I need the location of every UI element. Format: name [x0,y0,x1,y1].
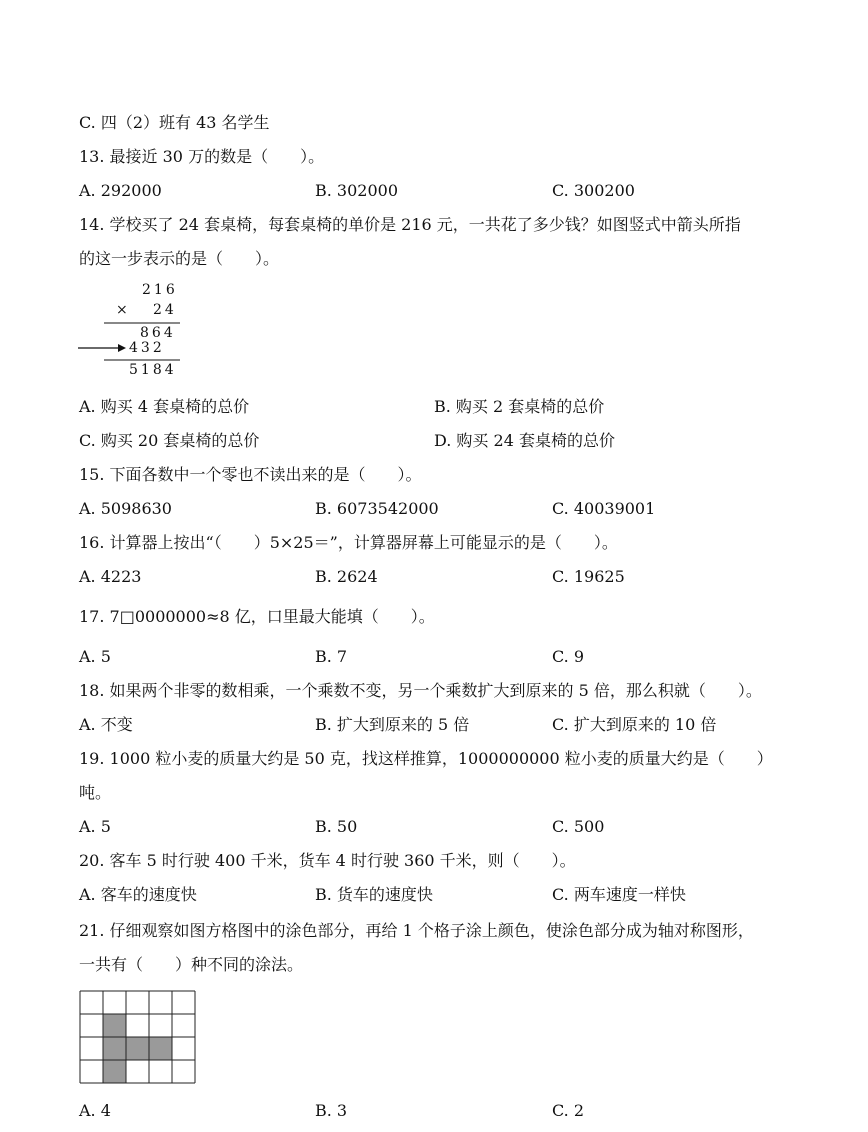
q16-option-c: C. 19625 [552,567,625,586]
q14-option-c: C. 购买 20 套桌椅的总价 [79,431,260,450]
question-20: 20. 客车 5 时行驶 400 千米，货车 4 时行驶 360 千米，则（ ）。 [79,851,576,870]
line-q12-option-c: C. 四（2）班有 43 名学生 [79,113,270,132]
q15-option-b: B. 6073542000 [315,499,439,518]
q13-option-b: B. 302000 [315,181,399,200]
rule-line-1 [104,322,180,324]
q20-option-c: C. 两车速度一样快 [552,885,686,904]
question-21-line-2: 一共有（ ）种不同的涂法。 [79,955,304,974]
multiplier: 24 [153,302,177,318]
final-product: 5184 [129,362,177,378]
q15-option-a: A. 5098630 [79,499,172,518]
q21-option-c: C. 2 [552,1101,585,1120]
shaded-cell [103,1060,126,1083]
question-16: 16. 计算器上按出“（ ）5×25＝”，计算器屏幕上可能显示的是（ ）。 [79,533,618,552]
question-13: 13. 最接近 30 万的数是（ ）。 [79,147,325,166]
q20-option-b: B. 货车的速度快 [315,885,433,904]
partial-product-2: 432 [129,340,165,356]
q18-option-a: A. 不变 [79,715,133,734]
q19-option-a: A. 5 [79,817,111,836]
question-17: 17. 7□0000000≈8 亿，口里最大能填（ ）。 [79,607,435,626]
q17-option-c: C. 9 [552,647,585,666]
rule-line-2 [104,359,180,361]
square-grid [79,990,199,1086]
q14-option-a: A. 购买 4 套桌椅的总价 [79,397,250,416]
q16-option-a: A. 4223 [79,567,142,586]
q14-option-d: D. 购买 24 套桌椅的总价 [434,431,615,450]
q20-option-a: A. 客车的速度快 [79,885,197,904]
partial-product-1: 864 [140,325,176,341]
q19-option-c: C. 500 [552,817,605,836]
q18-option-c: C. 扩大到原来的 10 倍 [552,715,717,734]
q13-option-a: A. 292000 [79,181,162,200]
question-15: 15. 下面各数中一个零也不读出来的是（ ）。 [79,465,422,484]
question-14-line-1: 14. 学校买了 24 套桌椅，每套桌椅的单价是 216 元，一共花了多少钱？如图竖式中箭头所指 [79,215,741,234]
q18-option-b: B. 扩大到原来的 5 倍 [315,715,470,734]
question-18: 18. 如果两个非零的数相乘，一个乘数不变，另一个乘数扩大到原来的 5 倍，那么积就（ ）。 [79,681,762,700]
q14-option-b: B. 购买 2 套桌椅的总价 [434,397,605,416]
grid-figure [79,990,199,1086]
shaded-cell [149,1037,172,1060]
question-19-line-2: 吨。 [79,783,112,802]
times-sign: × [116,302,131,318]
q21-option-a: A. 4 [79,1101,111,1120]
question-19-line-1: 19. 1000 粒小麦的质量大约是 50 克，找这样推算，1000000000 粒小麦的质量大约是（ ） [79,749,773,768]
q21-option-b: B. 3 [315,1101,348,1120]
multiplicand: 216 [142,282,178,298]
vertical-multiplication [78,282,188,382]
shaded-cell [126,1037,149,1060]
q15-option-c: C. 40039001 [552,499,656,518]
shaded-cell [103,1037,126,1060]
question-21-line-1: 21. 仔细观察如图方格图中的涂色部分，再给 1 个格子涂上颜色，使涂色部分成为轴对称图形， [79,921,754,940]
q17-option-a: A. 5 [79,647,111,666]
q13-option-c: C. 300200 [552,181,635,200]
shaded-cell [103,1014,126,1037]
question-14-line-2: 的这一步表示的是（ ）。 [79,249,280,268]
q19-option-b: B. 50 [315,817,358,836]
q16-option-b: B. 2624 [315,567,378,586]
arrow-icon [78,342,128,354]
q17-option-b: B. 7 [315,647,348,666]
